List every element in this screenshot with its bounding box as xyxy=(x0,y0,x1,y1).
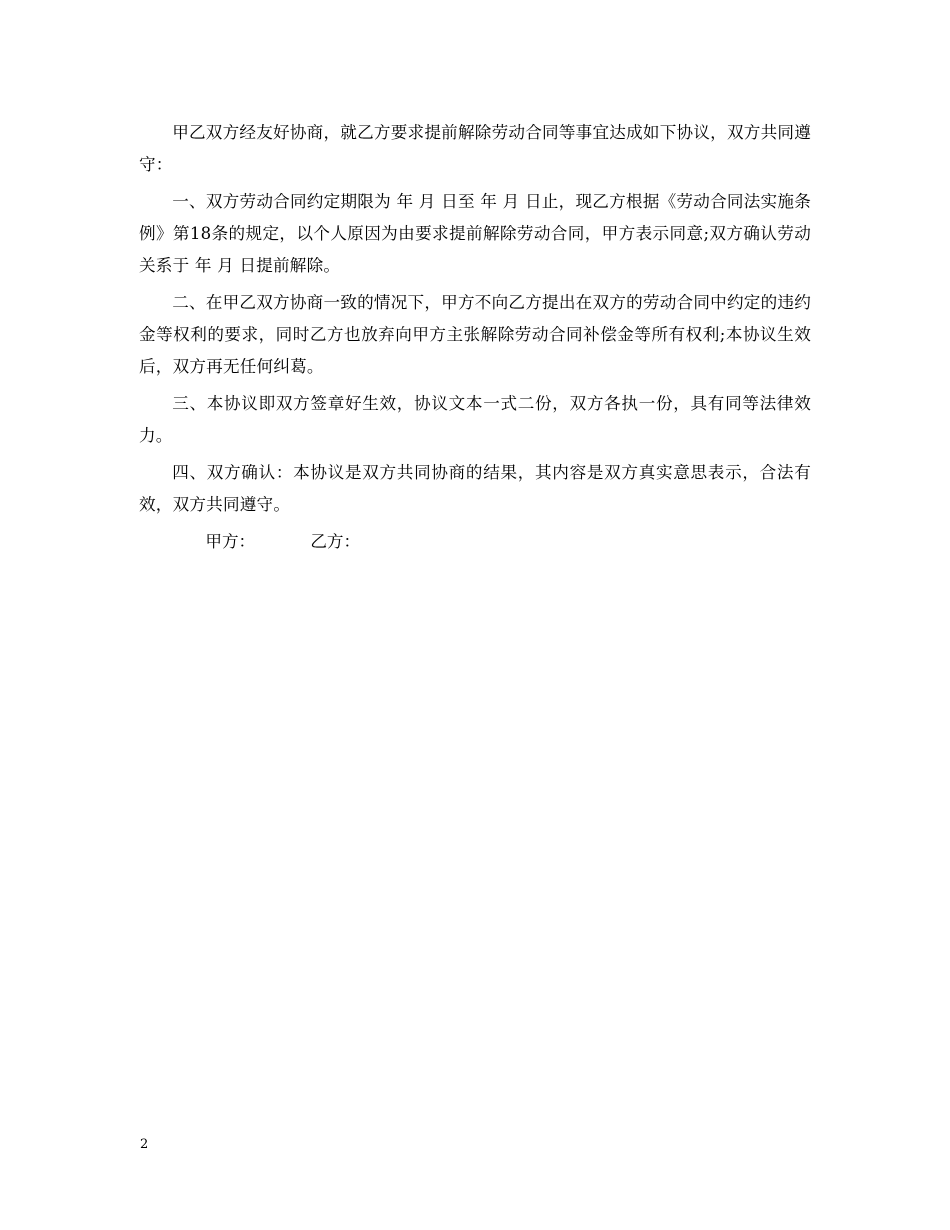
clause-one-paragraph: 一、双方劳动合同约定期限为 年 月 日至 年 月 日止，现乙方根据《劳动合同法实施条例》第18条的规定，以个人原因为由要求提前解除劳动合同，甲方表示同意;双方确认劳动关系于 年 月 日提前解除。 xyxy=(139,192,811,275)
clause-two-paragraph: 二、在甲乙双方协商一致的情况下，甲方不向乙方提出在双方的劳动合同中约定的违约金等权利的要求，同时乙方也放弃向甲方主张解除劳动合同补偿金等所有权利;本协议生效后，双方再无任何纠葛。 xyxy=(139,293,811,376)
page-number: 2 xyxy=(140,1137,149,1152)
party-a-label: 甲方： xyxy=(205,532,256,551)
signature-line xyxy=(139,526,811,558)
clause-three-paragraph: 三、本协议即双方签章好生效，协议文本一式二份，双方各执一份，具有同等法律效力。 xyxy=(139,394,811,445)
document-body xyxy=(139,117,811,558)
clause-four-paragraph: 四、双方确认：本协议是双方共同协商的结果，其内容是双方真实意思表示，合法有效，双方共同遵守。 xyxy=(139,463,811,514)
agreement-intro-paragraph: 甲乙双方经友好协商，就乙方要求提前解除劳动合同等事宜达成如下协议，双方共同遵守： xyxy=(139,123,811,174)
party-b-label: 乙方： xyxy=(310,532,361,551)
